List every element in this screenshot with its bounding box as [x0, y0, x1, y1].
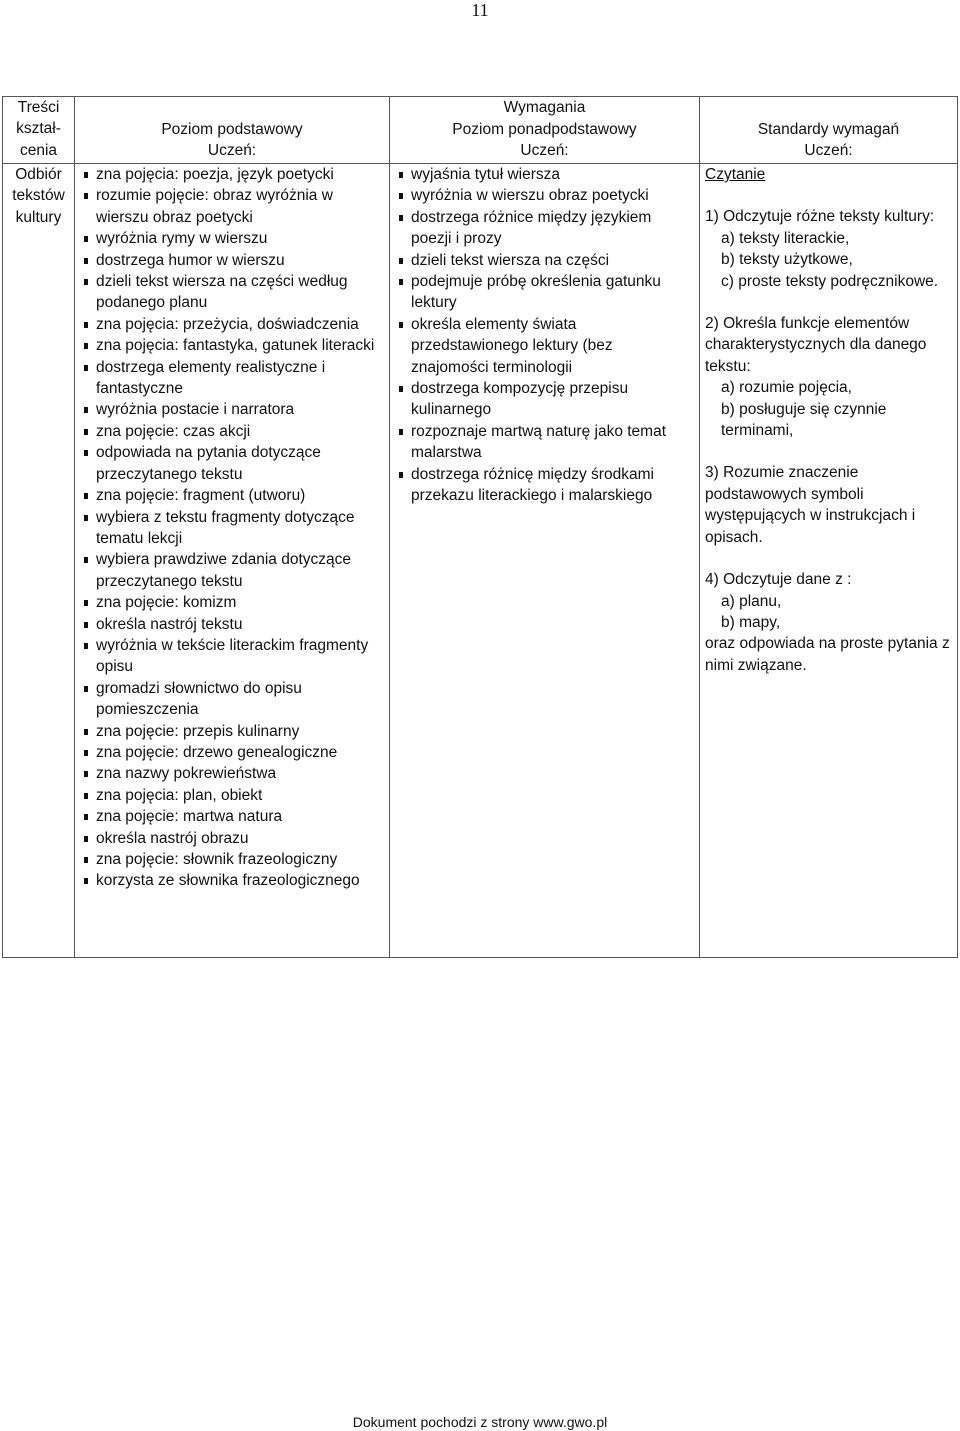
- basic-requirement-item: dzieli tekst wiersza na części według podanego planu: [80, 271, 384, 314]
- standard-4-items: [705, 591, 952, 634]
- standard-subitem: b) posługuje się czynnie terminami,: [721, 400, 887, 440]
- basic-requirement-item: zna pojęcie: przepis kulinarny: [80, 721, 384, 742]
- standard-1: 1) Odczytuje różne teksty kultury:: [705, 208, 935, 226]
- advanced-requirement-item: dostrzega kompozycję przepisu kulinarnego: [395, 378, 694, 421]
- basic-requirement-item: wyróżnia postacie i narratora: [80, 399, 384, 420]
- standards-heading: Czytanie: [705, 166, 766, 183]
- footer-source: Dokument pochodzi z strony www.gwo.pl: [352, 1414, 608, 1430]
- basic-requirement-item: zna pojęcie: czas akcji: [80, 421, 384, 442]
- basic-requirement-item: określa nastrój obrazu: [80, 828, 384, 849]
- standard-1-items: [705, 228, 952, 292]
- page-number: 11: [471, 0, 489, 20]
- topics-header: Treści kształ- cenia: [3, 97, 75, 164]
- basic-requirement-item: wyróżnia w tekście literackim fragmenty opisu: [80, 635, 384, 678]
- advanced-requirement-item: dostrzega różnicę między środkami przekazu literackiego i malarskiego: [395, 464, 694, 507]
- basic-student-label: Uczeń:: [207, 142, 257, 160]
- basic-requirement-item: gromadzi słownictwo do opisu pomieszczenia: [80, 678, 384, 721]
- advanced-requirement-item: wyróżnia w wierszu obraz poetycki: [395, 185, 694, 206]
- header-row-top: [3, 97, 958, 120]
- advanced-student-label: Uczeń:: [520, 142, 569, 160]
- standards-header-empty: [700, 97, 958, 120]
- standard-subitem: c) proste teksty podręcznikowe.: [721, 272, 939, 290]
- basic-requirement-item: określa nastrój tekstu: [80, 614, 384, 635]
- standard-subitem: b) teksty użytkowe,: [721, 251, 853, 269]
- basic-requirement-item: korzysta ze słownika frazeologicznego: [80, 870, 384, 891]
- standard-subitem: a) planu,: [721, 592, 782, 610]
- basic-requirement-item: zna nazwy pokrewieństwa: [80, 763, 384, 784]
- requirements-header: Wymagania: [390, 97, 700, 120]
- header-row-sub: [3, 119, 958, 164]
- basic-requirement-item: zna pojęcia: przeżycia, doświadczenia: [80, 314, 384, 335]
- basic-header-empty: [75, 97, 390, 120]
- standards-cell: [700, 164, 958, 958]
- basic-level-header: [75, 119, 390, 164]
- basic-requirement-item: odpowiada na pytania dotyczące przeczytanego tekstu: [80, 442, 384, 485]
- advanced-level-label: Poziom ponadpodstawowy: [452, 121, 637, 138]
- standards-student-label: Uczeń:: [804, 142, 853, 160]
- basic-requirement-item: dostrzega humor w wierszu: [80, 250, 384, 271]
- basic-cell: [75, 164, 390, 958]
- basic-requirement-item: zna pojęcie: fragment (utworu): [80, 485, 384, 506]
- advanced-requirement-item: podejmuje próbę określenia gatunku lektury: [395, 271, 694, 314]
- standard-subitem: b) mapy,: [721, 613, 781, 631]
- advanced-requirement-item: określa elementy świata przedstawionego lektury (bez znajomości terminologii: [395, 314, 694, 378]
- advanced-requirement-item: dostrzega różnice między językiem poezji i prozy: [395, 207, 694, 250]
- basic-requirement-item: zna pojęcia: poezja, język poetycki: [80, 164, 384, 185]
- standard-3: 3) Rozumie znaczenie podstawowych symboli występujących w instrukcjach i opisach.: [705, 464, 916, 546]
- basic-requirement-item: zna pojęcia: plan, obiekt: [80, 785, 384, 806]
- advanced-requirement-item: dzieli tekst wiersza na części: [395, 250, 694, 271]
- standards-level-header: [700, 119, 958, 164]
- standard-4-tail: oraz odpowiada na proste pytania z nimi związane.: [705, 635, 950, 674]
- content-row: [3, 164, 958, 958]
- basic-requirement-item: wybiera z tekstu fragmenty dotyczące tematu lekcji: [80, 507, 384, 550]
- standard-2: 2) Określa funkcje elementów charakterystycznych dla danego tekstu:: [705, 315, 927, 375]
- basic-requirement-item: zna pojęcie: martwa natura: [80, 806, 384, 827]
- basic-requirement-item: zna pojęcie: słownik frazeologiczny: [80, 849, 384, 870]
- standards-label: Standardy wymagań: [757, 121, 900, 138]
- basic-requirement-item: wyróżnia rymy w wierszu: [80, 228, 384, 249]
- advanced-cell: [390, 164, 700, 958]
- advanced-requirement-item: rozpoznaje martwą naturę jako temat malarstwa: [395, 421, 694, 464]
- standard-subitem: a) teksty literackie,: [721, 229, 850, 247]
- standard-4: 4) Odczytuje dane z :: [705, 571, 852, 589]
- basic-requirement-item: rozumie pojęcie: obraz wyróżnia w wierszu obraz poetycki: [80, 185, 384, 228]
- basic-requirement-item: zna pojęcia: fantastyka, gatunek literacki: [80, 335, 384, 356]
- advanced-requirement-item: wyjaśnia tytuł wiersza: [395, 164, 694, 185]
- advanced-requirements-list: [395, 164, 694, 507]
- basic-requirement-item: zna pojęcie: komizm: [80, 592, 384, 613]
- requirements-table: [2, 96, 958, 958]
- basic-requirement-item: dostrzega elementy realistyczne i fantastyczne: [80, 357, 384, 400]
- topic-cell: Odbiór tekstów kultury: [3, 164, 75, 958]
- standard-subitem: a) rozumie pojęcia,: [721, 379, 852, 397]
- basic-requirement-item: zna pojęcie: drzewo genealogiczne: [80, 742, 384, 763]
- basic-requirement-item: wybiera prawdziwe zdania dotyczące przeczytanego tekstu: [80, 549, 384, 592]
- basic-level-label: Poziom podstawowy: [161, 121, 303, 138]
- standard-2-items: [705, 377, 952, 441]
- basic-requirements-list: [80, 164, 384, 892]
- advanced-level-header: [390, 119, 700, 164]
